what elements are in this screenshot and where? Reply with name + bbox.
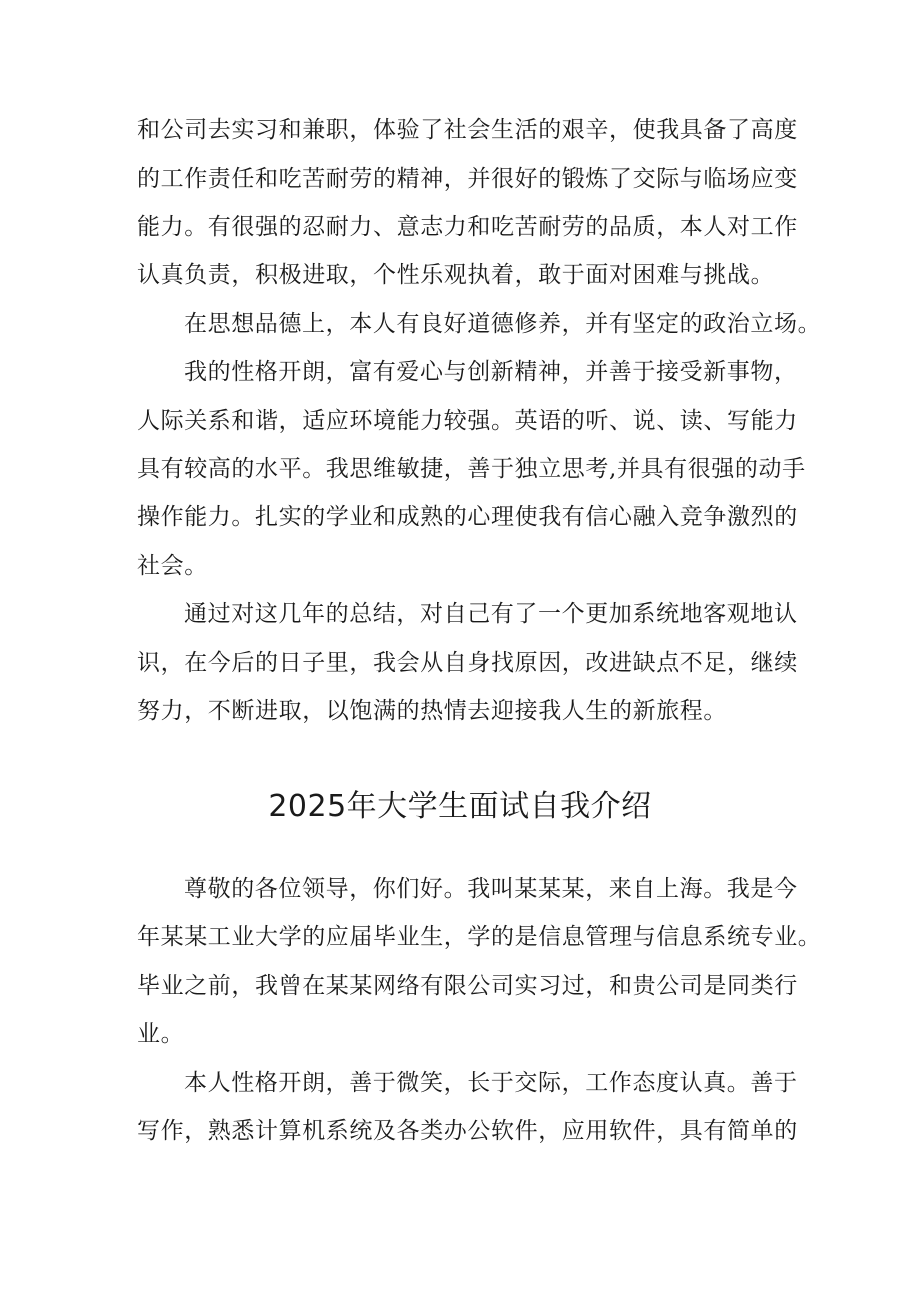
body-text-line: 具有较高的水平。我思维敏捷，善于独立思考,并具有很强的动手 bbox=[137, 456, 806, 482]
body-text-line: 的工作责任和吃苦耐劳的精神，并很好的锻炼了交际与临场应变 bbox=[137, 166, 798, 192]
body-text-line: 在思想品德上，本人有良好道德修养，并有坚定的政治立场。 bbox=[184, 311, 822, 337]
body-text-line: 本人性格开朗，善于微笑，长于交际，工作态度认真。善于 bbox=[184, 1070, 798, 1096]
body-text-line: 能力。有很强的忍耐力、意志力和吃苦耐劳的品质，本人对工作 bbox=[137, 214, 798, 240]
body-text-line: 业。 bbox=[137, 1021, 185, 1047]
body-text-line: 努力，不断进取，以饱满的热情去迎接我人生的新旅程。 bbox=[137, 698, 727, 724]
body-text-line: 认真负责，积极进取，个性乐观执着，敢于面对困难与挑战。 bbox=[137, 262, 775, 288]
body-text-line: 操作能力。扎实的学业和成熟的心理使我有信心融入竞争激烈的 bbox=[137, 504, 798, 530]
body-text-line: 和公司去实习和兼职，体验了社会生活的艰辛，使我具备了高度 bbox=[137, 117, 798, 143]
body-text-line: 我的性格开朗，富有爱心与创新精神，并善于接受新事物， bbox=[184, 359, 798, 385]
body-text-line: 通过对这几年的总结，对自己有了一个更加系统地客观地认 bbox=[184, 601, 798, 627]
body-text-line: 毕业之前，我曾在某某网络有限公司实习过，和贵公司是同类行 bbox=[137, 973, 798, 999]
body-text-line: 年某某工业大学的应届毕业生，学的是信息管理与信息系统专业。 bbox=[137, 924, 822, 950]
body-text-line: 识，在今后的日子里，我会从自身找原因，改进缺点不足，继续 bbox=[137, 650, 798, 676]
body-text-line: 尊敬的各位领导，你们好。我叫某某某，来自上海。我是今 bbox=[184, 876, 798, 902]
body-text-line: 写作，熟悉计算机系统及各类办公软件，应用软件，具有简单的 bbox=[137, 1118, 798, 1144]
body-text-line: 社会。 bbox=[137, 553, 208, 579]
section-title: 2025年大学生面试自我介绍 bbox=[268, 789, 652, 824]
body-text-line: 人际关系和谐，适应环境能力较强。英语的听、说、读、写能力 bbox=[137, 408, 798, 434]
